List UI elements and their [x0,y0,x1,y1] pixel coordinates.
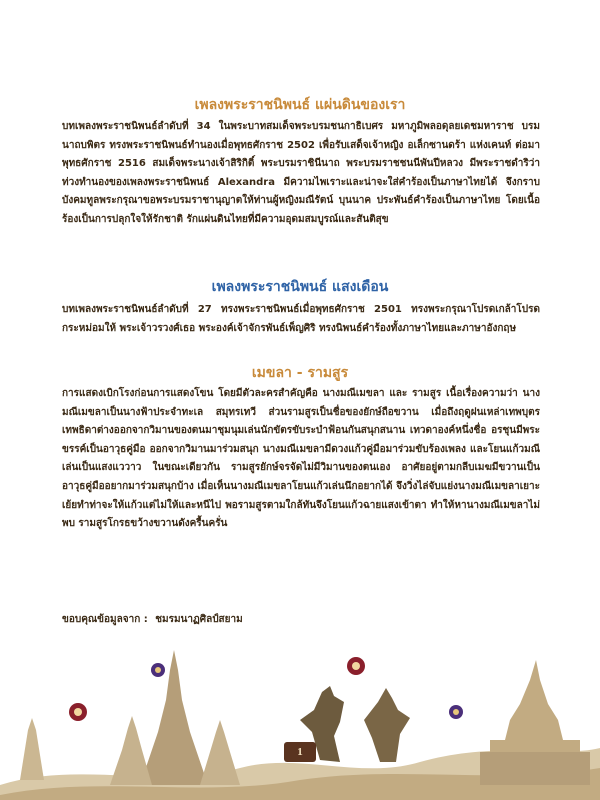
credit-line [62,612,247,627]
golden-mount-base [480,752,590,785]
section-body-phaen-din-khong-rao: บทเพลงพระราชนิพนธ์ลำดับที่ 34 ในพระบาทสมเด็จพระบรมชนกาธิเบศร มหาภูมิพลอดุลยเดชมหาราช บรมนาถบพิตร ทรงพระราชนิพนธ์ทำนองเมื่อพุทธศักราช 2502 เพื่อรับเสด็จเจ้าหญิง อเล็กซานดร้า แห่งเคนท์ ต่อมาพุทธศักราช 2516 สมเด็จพระนางเจ้าสิริกิติ์ พระบรมราชินีนาถ พระบรมราชชนนีพันปีหลวง มีพระราชดำริว่า ท่วงทำนองของเพลงพระราชนิพนธ์ Alexandra มีความไพเราะและน่าจะใส่คำร้องเป็นภาษาไทยได้ จึงกราบบังคมทูลพระกรุณาขอพระบรมราชานุญาตให้ท่านผู้หญิงมณีรัตน์ บุนนาค ประพันธ์คำร้องเป็นภาษาไทย โดยเนื้อร้องเป็นการปลุกใจให้รักชาติ รักแผ่นดินไทยที่มีความอุดมสมบูรณ์และสันติสุข [62,121,540,225]
section-body-mekhala-ramasoon: การแสดงเบิกโรงก่อนการแสดงโขน โดยมีตัวละครสำคัญคือ นางมณีเมขลา และ รามสูร เนื้อเรื่องความว่า นางมณีเมขลาเป็นนางฟ้าประจำทะเล สมุทรเทวี ส่วนรามสูรเป็นชื่อของยักษ์ถือขวาน เมื่อถึงฤดูฝนเหล่าเทพบุตรเทพธิดาต่างออกจากวิมานของตนมาชุมนุมเล่นนักขัตรขับระบำฟ้อนกันสนุกสนาน เทวดาองค์หนึ่งชื่อ อรชุนมีพระขรรค์เป็นอาวุธคู่มือ ออกจากวิมานมาร่วมสนุก นางมณีเมขลามีดวงแก้วคู่มือมาร่วมขับร้องเพลง และโยนแก้วมณีเล่นเป็นแสงแววาว ในขณะเดียวกัน รามสูรยักษ์จรจัดไม่มีวิมานของตนเอง อาศัยอยู่ตามกลีบเมฆมีขวานเป็นอาวุธคู่มืออยากมาร่วมสนุกบ้าง เมื่อเห็นนางมณีเมขลาโยนแก้วเล่นนึกอยากได้ จึงวิ่งไล่จับแย่งนางมณีเมขลาเยาะเย้ยทำท่าจะให้แก้วแต่ไม่ให้และหนีไป พอรามสูรตามใกล้ทันจึงโยนแก้วฉายแสงเข้าตา ทำให้หานางมณีเมขลาไม่พบ รามสูรโกรธขว้างขวานดังครื้นครั่น [62,388,540,530]
page-number: 1 [284,742,316,762]
prang-main [140,650,208,785]
prang-side-right [200,720,240,785]
stupa-left [20,718,44,780]
credit-label: ขอบคุณข้อมูลจาก : [62,614,148,625]
section-title-mekhala-ramasoon: เมขลา - รามสูร [251,365,349,381]
flower-ornament-red-center [347,657,365,675]
section-title-phaen-din-khong-rao: เพลงพระราชนิพนธ์ แผ่นดินของเรา [194,97,406,113]
thai-temple-illustration [0,640,600,800]
flower-ornament-purple-left [151,663,165,677]
flower-ornament-purple-right [449,705,463,719]
dancer-mekhala-silhouette [364,688,410,762]
flower-ornament-red-left [69,703,87,721]
section-body-saeng-duean: บทเพลงพระราชนิพนธ์ลำดับที่ 27 ทรงพระราชนิพนธ์เมื่อพุทธศักราช 2501 ทรงพระกรุณาโปรดเกล้าโปรดกระหม่อมให้ พระเจ้าวรวงศ์เธอ พระองค์เจ้าจักรพันธ์เพ็ญศิริ ทรงนิพนธ์คำร้องทั้งภาษาไทยและภาษาอังกฤษ [62,304,540,334]
section-title-saeng-duean: เพลงพระราชนิพนธ์ แสงเดือน [211,279,389,295]
credit-source: ชมรมนาฏศิลป์สยาม [155,614,243,625]
prang-side-left [110,716,152,785]
